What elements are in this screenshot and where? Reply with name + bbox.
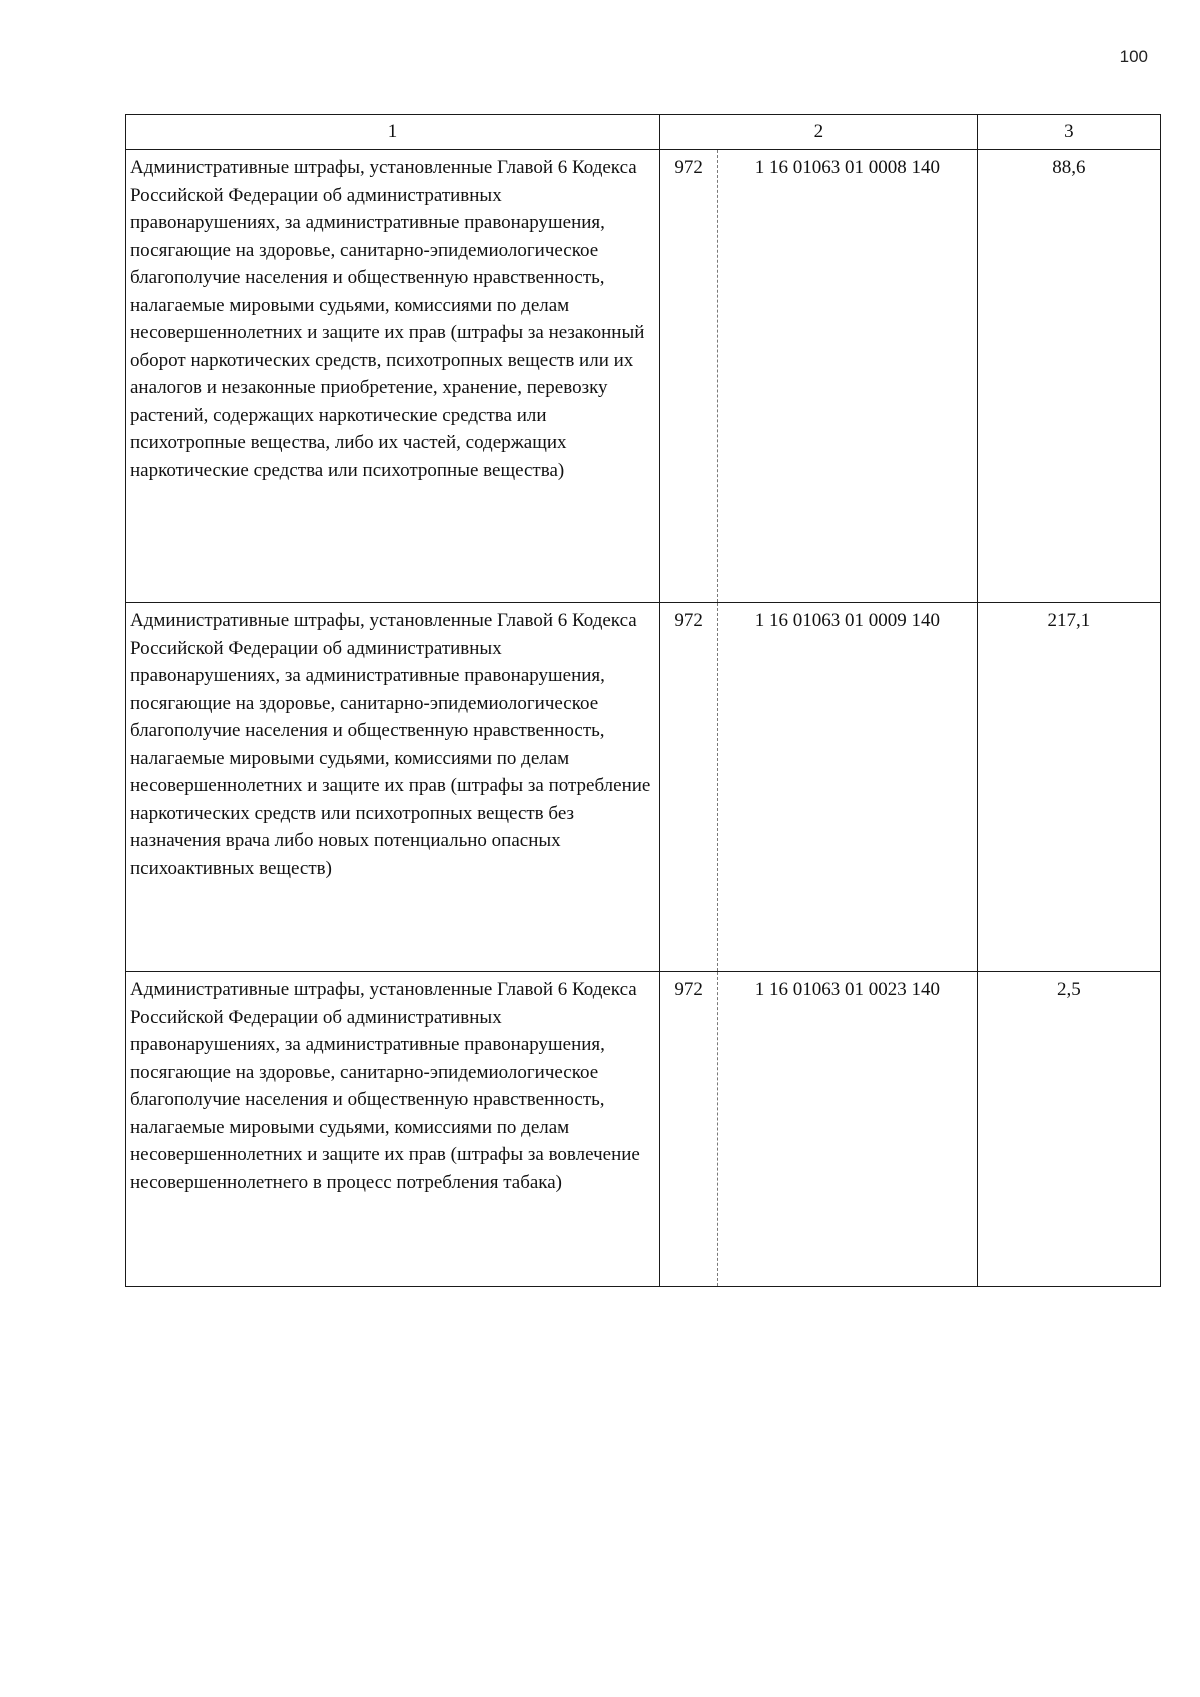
budget-revenue-table	[125, 114, 1161, 1287]
header-col-2: 2	[660, 115, 978, 150]
row-admin-code: 972	[660, 150, 718, 603]
page-number: 100	[1119, 47, 1148, 66]
row-amount: 88,6	[977, 150, 1160, 603]
table-row	[126, 150, 1161, 603]
header-col-3: 3	[977, 115, 1160, 150]
row-amount: 217,1	[977, 603, 1160, 972]
row-description: Административные штрафы, установленные Главой 6 Кодекса Российской Федерации об административных правонарушениях, за административные правонарушения, посягающие на здоровье, санитарно-эпидемиологическое благополучие населения и общественную нравственность, налагаемые мировыми судьями, комиссиями по делам несовершеннолетних и защите их прав (штрафы за вовлечение несовершеннолетнего в процесс потребления табака)	[126, 972, 660, 1287]
row-budget-code: 1 16 01063 01 0023 140	[718, 972, 978, 1287]
table-row	[126, 603, 1161, 972]
row-budget-code: 1 16 01063 01 0008 140	[718, 150, 978, 603]
row-description: Административные штрафы, установленные Главой 6 Кодекса Российской Федерации об административных правонарушениях, за административные правонарушения, посягающие на здоровье, санитарно-эпидемиологическое благополучие населения и общественную нравственность, налагаемые мировыми судьями, комиссиями по делам несовершеннолетних и защите их прав (штрафы за потребление наркотических средств или психотропных веществ без назначения врача либо новых потенциально опасных психоактивных веществ)	[126, 603, 660, 972]
row-amount: 2,5	[977, 972, 1160, 1287]
row-description: Административные штрафы, установленные Главой 6 Кодекса Российской Федерации об административных правонарушениях, за административные правонарушения, посягающие на здоровье, санитарно-эпидемиологическое благополучие населения и общественную нравственность, налагаемые мировыми судьями, комиссиями по делам несовершеннолетних и защите их прав (штрафы за незаконный оборот наркотических средств, психотропных веществ или их аналогов и незаконные приобретение, хранение, перевозку растений, содержащих наркотические средства или психотропные вещества, либо их частей, содержащих наркотические средства или психотропные вещества)	[126, 150, 660, 603]
table-row	[126, 972, 1161, 1287]
header-col-1: 1	[126, 115, 660, 150]
table-header-row	[126, 115, 1161, 150]
row-admin-code: 972	[660, 972, 718, 1287]
row-budget-code: 1 16 01063 01 0009 140	[718, 603, 978, 972]
row-admin-code: 972	[660, 603, 718, 972]
